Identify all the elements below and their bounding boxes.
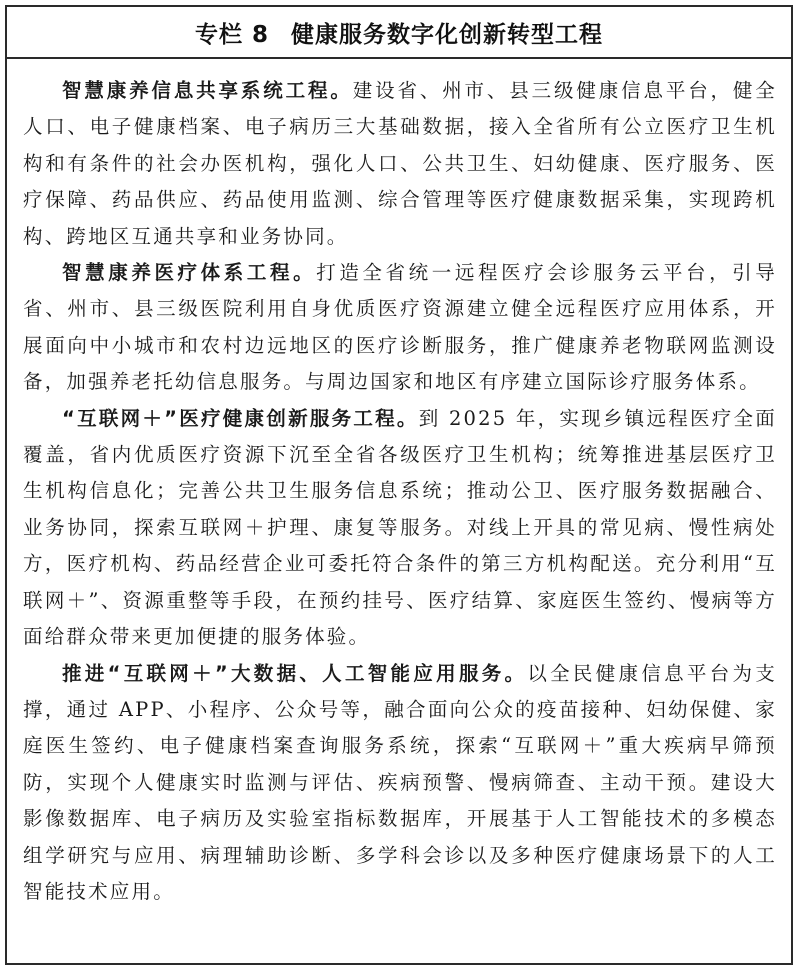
paragraph-body: 到 2025 年，实现乡镇远程医疗全面覆盖，省内优质医疗资源下沉至全省各级医疗卫生机构；统筹推进基层医疗卫生机构信息化；完善公共卫生服务信息系统；推动公卫、医疗服务数据融合、业务协同，探索互联网＋护理、康复等服务。对线上开具的常见病、慢性病处方，医疗机构、药品经营企业可委托符合条件的第三方机构配送。充分利用“互联网＋”、资源重整等手段，在预约挂号、医疗结算、家庭医生签约、慢病等方面给群众带来更加便捷的服务体验。 (23, 406, 777, 649)
paragraph-body: 打造全省统一远程医疗会诊服务云平台，引导省、州市、县三级医院利用自身优质医疗资源建立健全远程医疗应用体系，开展面向中小城市和农村边远地区的医疗诊断服务，推广健康养老物联网监测设备，加强养老托幼信息服务。与周边国家和地区有序建立国际诊疗服务体系。 (23, 261, 777, 394)
paragraph-body: 以全民健康信息平台为支撑，通过 APP、小程序、公众号等，融合面向公众的疫苗接种、妇幼保健、家庭医生签约、电子健康档案查询服务系统，探索“互联网＋”重大疾病早筛预防，实现个人健康实时监测与评估、疾病预警、慢病筛查、主动干预。建设大影像数据库、电子病历及实验室指标数据库，开展基于人工智能技术的多模态组学研究与应用、病理辅助诊断、多学科会诊以及多种医疗健康场景下的人工智能技术应用。 (23, 661, 777, 903)
paragraph-body: 建设省、州市、县三级健康信息平台，健全人口、电子健康档案、电子病历三大基础数据，接入全省所有公立医疗卫生机构和有条件的社会办医机构，强化人口、公共卫生、妇幼健康、医疗服务、医疗保障、药品供应、药品使用监测、综合管理等医疗健康数据采集，实现跨机构、跨地区互通共享和业务协同。 (23, 79, 777, 248)
column-heading: 健康服务数字化创新转型工程 (291, 21, 603, 48)
column-title-bar (7, 7, 791, 59)
paragraph-lead: 推进“互联网＋”大数据、人工智能应用服务。 (62, 661, 528, 685)
column-number: 专栏 8 (194, 21, 269, 48)
column-box (5, 5, 793, 965)
paragraph-big-data-ai (23, 656, 777, 911)
paragraph-lead: “互联网＋”医疗健康创新服务工程。 (62, 406, 419, 430)
paragraph-info-sharing (23, 73, 777, 255)
column-title (195, 16, 603, 49)
paragraph-internet-plus-healthcare (23, 401, 777, 656)
paragraph-medical-system (23, 255, 777, 401)
paragraph-lead: 智慧康养信息共享系统工程。 (62, 79, 353, 102)
column-content (7, 59, 791, 910)
paragraph-lead: 智慧康养医疗体系工程。 (62, 261, 317, 285)
